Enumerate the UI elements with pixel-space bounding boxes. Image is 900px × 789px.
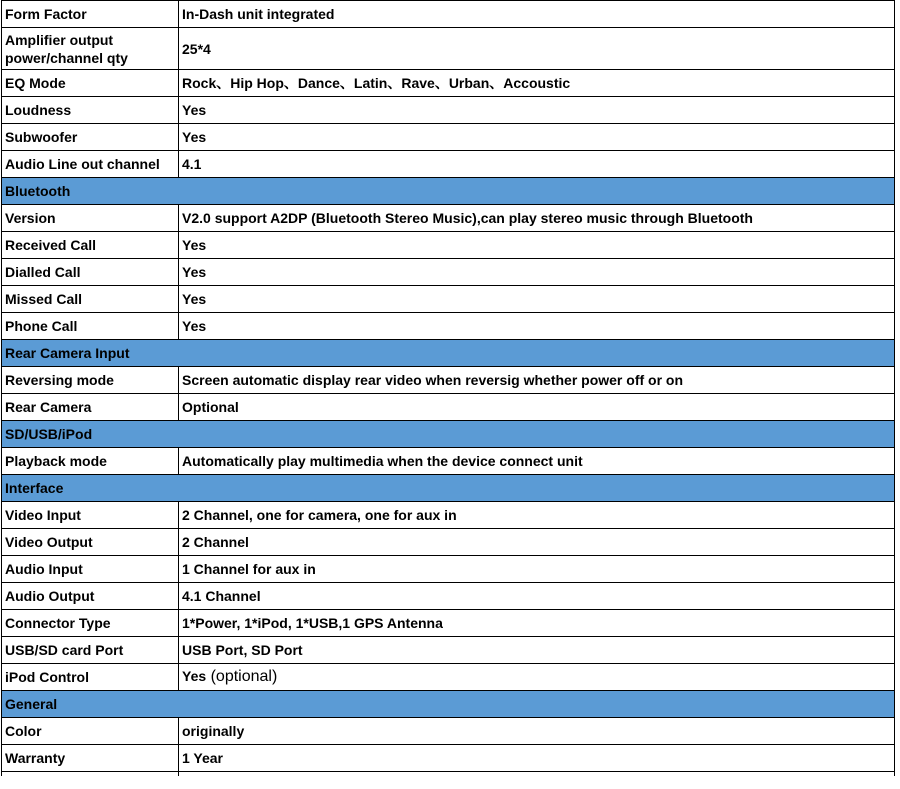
section-title: Bluetooth xyxy=(2,178,895,205)
section-title: Rear Camera Input xyxy=(2,340,895,367)
spec-value xyxy=(179,286,895,313)
spec-row xyxy=(2,637,895,664)
spec-value xyxy=(179,583,895,610)
spec-value xyxy=(179,151,895,178)
spec-value xyxy=(179,529,895,556)
spec-value-text: 2 Channel, one for camera, one for aux in xyxy=(182,507,457,523)
spec-value xyxy=(179,664,895,691)
spec-label: Video Input xyxy=(2,502,179,529)
spec-row xyxy=(2,529,895,556)
spec-value xyxy=(179,259,895,286)
spec-value xyxy=(179,313,895,340)
spec-value-text: 2 Channel xyxy=(182,534,249,550)
spec-row xyxy=(2,205,895,232)
spec-value xyxy=(179,556,895,583)
spec-label: Playback mode xyxy=(2,448,179,475)
spec-row xyxy=(2,151,895,178)
spec-value xyxy=(179,124,895,151)
spec-value xyxy=(179,70,895,97)
spec-value xyxy=(179,610,895,637)
spec-row xyxy=(2,610,895,637)
spec-row xyxy=(2,394,895,421)
spec-label: Loudness xyxy=(2,97,179,124)
spec-value-text: V2.0 support A2DP (Bluetooth Stereo Music),can play stereo music through Bluetooth xyxy=(182,210,753,226)
spec-label: USB/SD card Port xyxy=(2,637,179,664)
spec-row xyxy=(2,259,895,286)
spec-value xyxy=(179,97,895,124)
spec-value-text: 1 Year xyxy=(182,750,224,766)
cutoff-cell xyxy=(179,772,895,777)
spec-label: Version xyxy=(2,205,179,232)
spec-value-text: Automatically play multimedia when the device connect unit xyxy=(182,453,583,469)
spec-label: Audio Output xyxy=(2,583,179,610)
spec-value xyxy=(179,232,895,259)
cutoff-cell xyxy=(2,772,179,777)
spec-row xyxy=(2,70,895,97)
spec-value xyxy=(179,448,895,475)
section-header-row xyxy=(2,475,895,502)
table-row-cutoff xyxy=(2,772,895,777)
spec-label: Phone Call xyxy=(2,313,179,340)
section-header-row xyxy=(2,178,895,205)
spec-value-text: 1 Channel for aux in xyxy=(182,561,316,577)
spec-value xyxy=(179,394,895,421)
spec-value xyxy=(179,205,895,232)
spec-label: Reversing mode xyxy=(2,367,179,394)
spec-row xyxy=(2,745,895,772)
spec-label: Received Call xyxy=(2,232,179,259)
spec-row xyxy=(2,556,895,583)
spec-value xyxy=(179,718,895,745)
spec-value xyxy=(179,745,895,772)
spec-value-text: In-Dash unit integrated xyxy=(182,6,335,22)
spec-value-text: Yes xyxy=(182,129,207,145)
spec-label: Audio Input xyxy=(2,556,179,583)
spec-value-text: Rock、Hip Hop、Dance、Latin、Rave、Urban、Accoustic xyxy=(182,75,571,91)
spec-value-text: 1*Power, 1*iPod, 1*USB,1 GPS Antenna xyxy=(182,615,443,631)
spec-row xyxy=(2,718,895,745)
spec-row xyxy=(2,97,895,124)
spec-row xyxy=(2,232,895,259)
section-title: SD/USB/iPod xyxy=(2,421,895,448)
spec-value-text: Screen automatic display rear video when reversig whether power off or on xyxy=(182,372,684,388)
spec-value-note: (optional) xyxy=(206,668,278,685)
spec-row xyxy=(2,664,895,691)
spec-value xyxy=(179,367,895,394)
section-header-row xyxy=(2,691,895,718)
spec-row xyxy=(2,124,895,151)
spec-value-text: Yes xyxy=(182,318,207,334)
spec-value xyxy=(179,637,895,664)
spec-value-text: USB Port, SD Port xyxy=(182,642,303,658)
spec-label: EQ Mode xyxy=(2,70,179,97)
spec-value-text: Yes xyxy=(182,264,207,280)
spec-value-text: 25*4 xyxy=(182,40,211,57)
spec-row xyxy=(2,583,895,610)
spec-label: Subwoofer xyxy=(2,124,179,151)
section-title: Interface xyxy=(2,475,895,502)
spec-label: Connector Type xyxy=(2,610,179,637)
spec-row xyxy=(2,502,895,529)
section-header-row xyxy=(2,340,895,367)
section-header-row xyxy=(2,421,895,448)
spec-label: Audio Line out channel xyxy=(2,151,179,178)
spec-value-text: Yes xyxy=(182,102,207,118)
spec-value xyxy=(179,502,895,529)
spec-value-text: 4.1 Channel xyxy=(182,588,261,604)
spec-label: Form Factor xyxy=(2,1,179,28)
spec-label: Color xyxy=(2,718,179,745)
spec-row xyxy=(2,367,895,394)
spec-label: Warranty xyxy=(2,745,179,772)
spec-value-text: Optional xyxy=(182,399,239,415)
spec-value xyxy=(179,1,895,28)
spec-label: Missed Call xyxy=(2,286,179,313)
spec-label: Rear Camera xyxy=(2,394,179,421)
section-title: General xyxy=(2,691,895,718)
spec-table xyxy=(1,0,895,776)
spec-label: Video Output xyxy=(2,529,179,556)
spec-row xyxy=(2,448,895,475)
spec-value-text: 4.1 xyxy=(182,156,202,172)
spec-row xyxy=(2,313,895,340)
spec-value xyxy=(179,28,895,70)
spec-label: iPod Control xyxy=(2,664,179,691)
spec-value-text: Yes xyxy=(182,237,207,253)
spec-label: Amplifier output power/channel qty xyxy=(2,28,179,70)
spec-value-text: Yes xyxy=(182,291,207,307)
spec-row xyxy=(2,1,895,28)
spec-row xyxy=(2,28,895,70)
spec-row xyxy=(2,286,895,313)
spec-value-text: Yes xyxy=(182,668,207,684)
spec-value-text: originally xyxy=(182,723,245,739)
spec-label: Dialled Call xyxy=(2,259,179,286)
